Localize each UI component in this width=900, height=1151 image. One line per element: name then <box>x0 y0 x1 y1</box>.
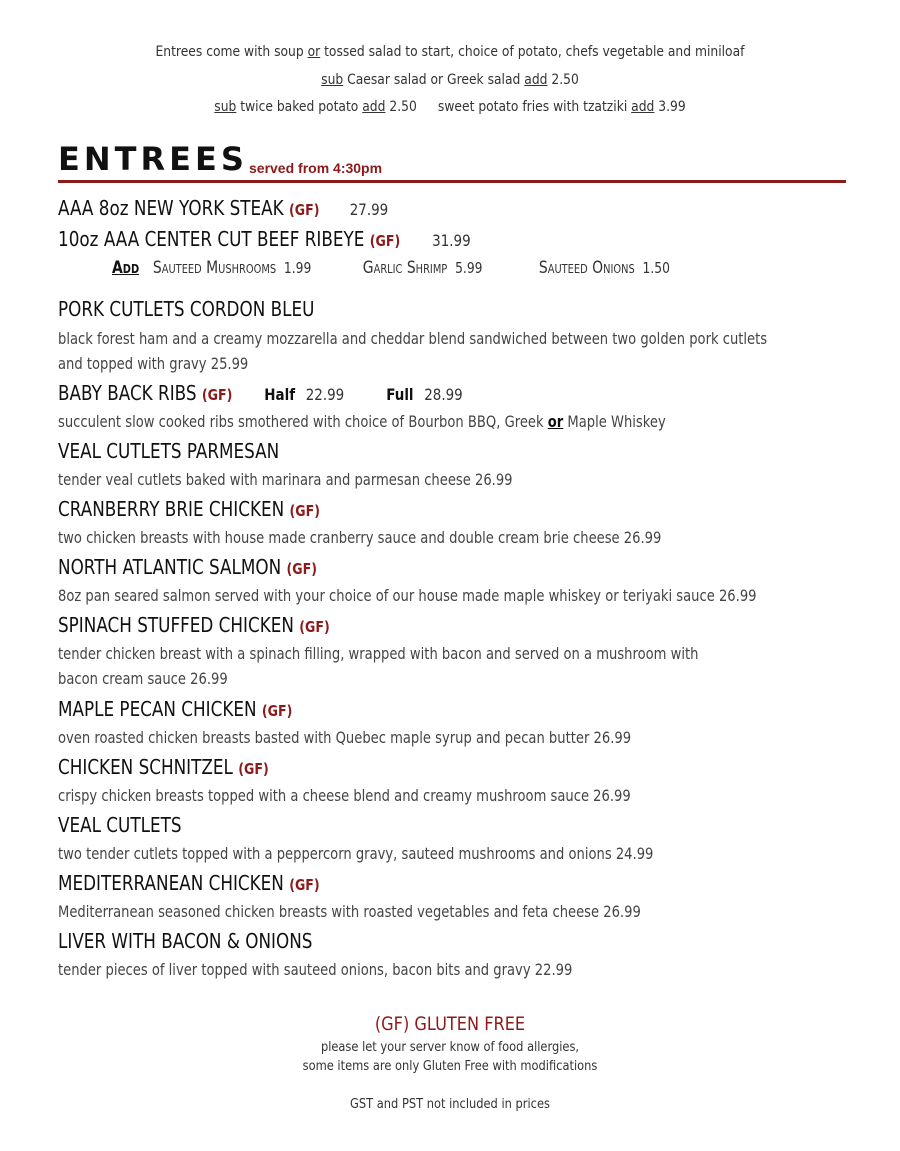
menu-item-title: PORK CUTLETS CORDON BLEU <box>58 297 315 321</box>
tax-note: GST and PST not included in prices <box>350 1097 550 1112</box>
gf-badge: (GF) <box>369 232 401 250</box>
gf-badge: (GF) <box>238 760 269 778</box>
menu-item-title: CRANBERRY BRIE CHICKEN (GF) <box>58 497 320 521</box>
menu-item-title: MEDITERRANEAN CHICKEN (GF) <box>58 871 320 895</box>
section-divider <box>58 180 846 183</box>
item-price: 31.99 <box>432 231 471 250</box>
menu-item-title: NORTH ATLANTIC SALMON (GF) <box>58 555 317 579</box>
menu-item-description: succulent slow cooked ribs smothered with choice of Bourbon BBQ, Greek or Maple Whiskey <box>58 412 666 431</box>
menu-item-description: and topped with gravy 25.99 <box>58 354 249 373</box>
menu-item-title: VEAL CUTLETS <box>58 813 182 837</box>
menu-item-title: AAA 8oz NEW YORK STEAK (GF) 27.99 <box>58 196 389 220</box>
menu-item-title: CHICKEN SCHNITZEL (GF) <box>58 755 269 779</box>
gf-badge: (GF) <box>286 560 317 578</box>
menu-item-title: SPINACH STUFFED CHICKEN (GF) <box>58 613 330 637</box>
menu-item-title: 10oz AAA CENTER CUT BEEF RIBEYE (GF) 31.99 <box>58 227 471 251</box>
gf-badge: (GF) <box>289 502 320 520</box>
gluten-free-legend: (GF) GLUTEN FREE <box>374 1013 526 1035</box>
addons-row: Add Sauteed Mushrooms 1.99 Garlic Shrimp 5.99 Sauteed Onions 1.50 <box>112 258 670 278</box>
section-subtitle: served from 4:30pm <box>249 160 383 176</box>
menu-item-description: bacon cream sauce 26.99 <box>58 669 228 688</box>
menu-item-description: 8oz pan seared salmon served with your choice of our house made maple whiskey or teriyaki sauce 26.99 <box>58 586 757 605</box>
intro-line-3: sub twice baked potato add 2.50 sweet potato fries with tzatziki add 3.99 <box>214 99 686 115</box>
menu-item-title: BABY BACK RIBS (GF) Half 22.99 Full 28.99 <box>58 381 463 405</box>
gf-badge: (GF) <box>299 618 330 636</box>
menu-item-description: black forest ham and a creamy mozzarella and cheddar blend sandwiched between two golden pork cutlets <box>58 329 768 348</box>
menu-item-description: two chicken breasts with house made cranberry sauce and double cream brie cheese 26.99 <box>58 528 662 547</box>
gf-badge: (GF) <box>261 702 293 720</box>
intro-line-1: Entrees come with soup or tossed salad to start, choice of potato, chefs vegetable and miniloaf <box>155 44 745 60</box>
section-title: ENTREES <box>58 140 248 178</box>
menu-item-description: crispy chicken breasts topped with a cheese blend and creamy mushroom sauce 26.99 <box>58 786 631 805</box>
gf-badge: (GF) <box>289 201 320 219</box>
menu-item-title: MAPLE PECAN CHICKEN (GF) <box>58 697 293 721</box>
menu-item-description: tender veal cutlets baked with marinara and parmesan cheese 26.99 <box>58 470 513 489</box>
menu-item-description: two tender cutlets topped with a peppercorn gravy, sauteed mushrooms and onions 24.99 <box>58 844 654 863</box>
item-price: 27.99 <box>349 200 389 219</box>
allergy-note: some items are only Gluten Free with modifications <box>302 1059 598 1074</box>
allergy-note: please let your server know of food allergies, <box>320 1040 580 1055</box>
intro-line-2: sub Caesar salad or Greek salad add 2.50 <box>321 72 579 88</box>
menu-item-description: tender chicken breast with a spinach filling, wrapped with bacon and served on a mushroom with <box>58 644 699 663</box>
menu-item-description: tender pieces of liver topped with sauteed onions, bacon bits and gravy 22.99 <box>58 960 573 979</box>
menu-item-title: LIVER WITH BACON & ONIONS <box>58 929 313 953</box>
menu-item-description: oven roasted chicken breasts basted with Quebec maple syrup and pecan butter 26.99 <box>58 728 632 747</box>
gf-badge: (GF) <box>289 876 320 894</box>
gf-badge: (GF) <box>201 386 233 404</box>
menu-item-description: Mediterranean seasoned chicken breasts with roasted vegetables and feta cheese 26.99 <box>58 902 641 921</box>
addons-label: Add <box>112 258 140 278</box>
menu-item-title: VEAL CUTLETS PARMESAN <box>58 439 280 463</box>
